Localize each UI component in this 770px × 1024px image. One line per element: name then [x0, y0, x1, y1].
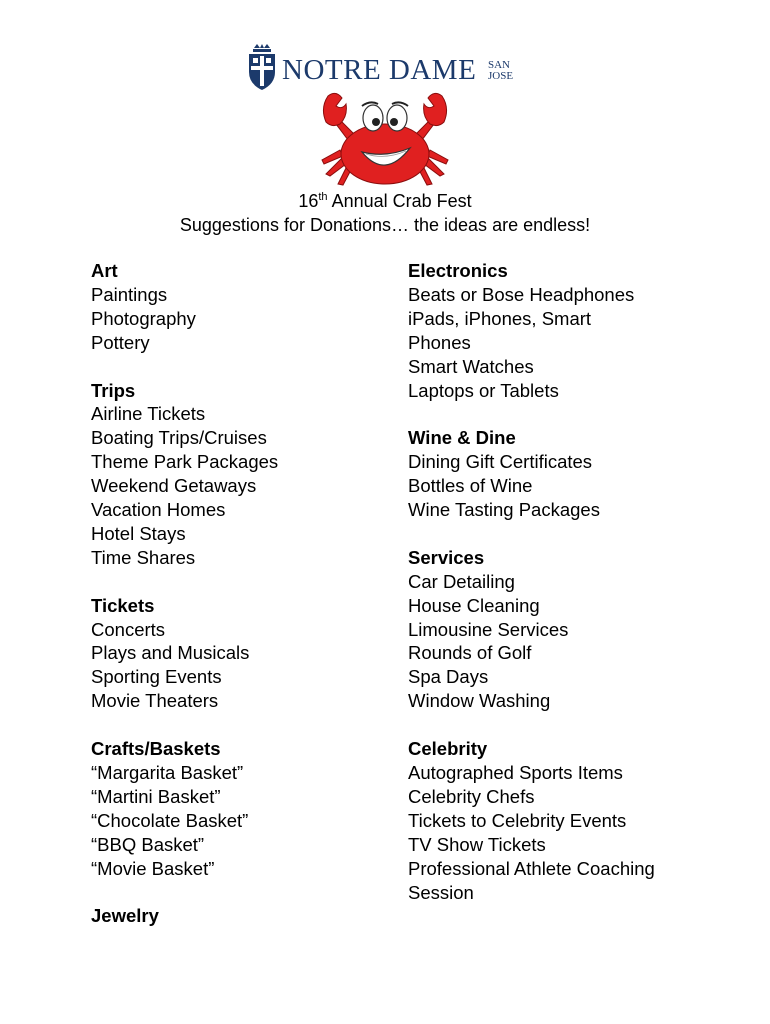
list-item: Smart Watches: [408, 355, 534, 377]
list-item: Bottles of Wine: [408, 475, 533, 497]
list-item: “Chocolate Basket”: [91, 809, 249, 831]
section-heading: Services: [408, 546, 485, 568]
section-heading: Electronics: [408, 260, 508, 281]
section-heading: Art: [91, 260, 118, 281]
section-tickets: [91, 594, 391, 714]
list-item: Photography: [91, 307, 196, 329]
list-item: Phones: [408, 331, 471, 353]
list-item: Car Detailing: [408, 570, 515, 592]
list-item: Boating Trips/Cruises: [91, 427, 267, 449]
section-heading: Jewelry: [91, 905, 159, 927]
list-item: “Movie Basket”: [91, 857, 215, 879]
list-item: Movie Theaters: [91, 690, 219, 712]
section-art: [91, 259, 391, 355]
crab-mascot-icon: [318, 88, 452, 188]
list-item: Time Shares: [91, 546, 196, 568]
list-item: Spa Days: [408, 666, 489, 688]
list-item: “Margarita Basket”: [91, 761, 244, 783]
list-item: Beats or Bose Headphones: [408, 283, 635, 305]
section-trips: [91, 379, 391, 570]
section-heading: Wine & Dine: [408, 427, 516, 449]
shield-crest-icon: [248, 44, 276, 90]
list-item: Tickets to Celebrity Events: [408, 809, 627, 831]
section-jewelry: [91, 904, 391, 928]
page-heading: [0, 189, 770, 237]
section-heading: Celebrity: [408, 738, 488, 760]
list-item: Rounds of Golf: [408, 642, 532, 664]
section-heading: Crafts/Baskets: [91, 738, 221, 760]
list-item: Pottery: [91, 331, 150, 353]
left-column: [91, 259, 391, 952]
section-celebrity: [408, 737, 708, 904]
list-item: TV Show Tickets: [408, 833, 546, 855]
list-item: Weekend Getaways: [91, 475, 257, 497]
list-item: iPads, iPhones, Smart: [408, 307, 592, 329]
section-wine-dine: [408, 426, 708, 522]
list-item: Window Washing: [408, 690, 551, 712]
event-title: [0, 189, 770, 213]
list-item: Celebrity Chefs: [408, 785, 535, 807]
section-heading: Trips: [91, 379, 136, 401]
title-ordinal-suffix: th: [318, 191, 328, 203]
list-item: Wine Tasting Packages: [408, 499, 600, 521]
list-item: “Martini Basket”: [91, 785, 221, 807]
list-item: Autographed Sports Items: [408, 761, 623, 783]
list-item: Theme Park Packages: [91, 451, 279, 473]
logo-sub-line2: JOSE: [488, 70, 514, 82]
list-item: Professional Athlete Coaching: [408, 857, 655, 879]
logo-sub-line1: SAN: [488, 59, 511, 71]
logo-wordmark: NOTRE DAME: [282, 54, 477, 86]
title-text: Annual Crab Fest: [327, 191, 472, 211]
section-heading: Tickets: [91, 594, 155, 616]
list-item: Session: [408, 881, 474, 903]
list-item: Plays and Musicals: [91, 642, 250, 664]
section-electronics: [408, 259, 708, 402]
list-item: Concerts: [91, 618, 166, 640]
list-item: Hotel Stays: [91, 522, 186, 544]
list-item: Vacation Homes: [91, 499, 226, 521]
list-item: Sporting Events: [91, 666, 222, 688]
list-item: House Cleaning: [408, 594, 540, 616]
list-item: “BBQ Basket”: [91, 833, 205, 855]
event-subtitle: Suggestions for Donations… the ideas are endless!: [179, 215, 591, 235]
list-item: Dining Gift Certificates: [408, 451, 593, 473]
notre-dame-logo: [248, 44, 528, 90]
right-column: [408, 259, 708, 928]
list-item: Laptops or Tablets: [408, 379, 559, 401]
section-crafts-baskets: [91, 737, 391, 880]
list-item: Limousine Services: [408, 618, 569, 640]
section-services: [408, 546, 708, 713]
logo-subtitle: [488, 60, 528, 82]
title-number: 16: [298, 191, 319, 211]
list-item: Paintings: [91, 283, 168, 305]
list-item: Airline Tickets: [91, 403, 206, 425]
